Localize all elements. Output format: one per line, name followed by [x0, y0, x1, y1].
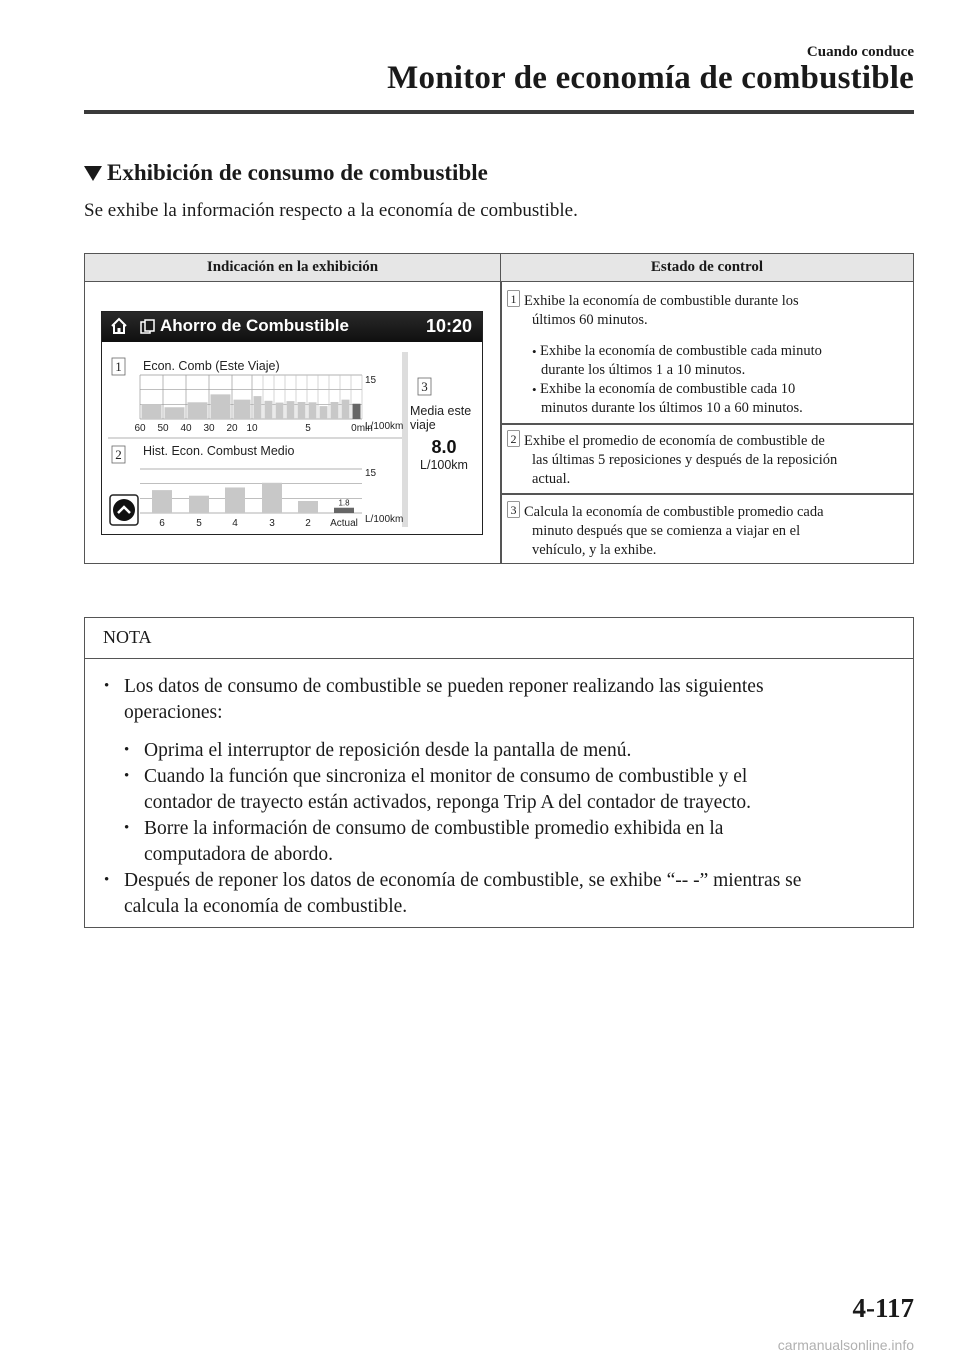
avg-value: 8.0	[431, 437, 457, 457]
note-sub-bullet: •	[124, 820, 130, 836]
avg-label-line2: viaje	[410, 418, 436, 432]
row3-line2: minuto después que se comienza a viajar en el	[532, 523, 801, 539]
chart1-bar	[265, 401, 273, 419]
chart1-bar	[298, 402, 306, 419]
callout-2-icon	[507, 430, 520, 447]
note-sub-2-line2: contador de trayecto están activados, reponga Trip A del contador de trayecto.	[144, 792, 752, 813]
row-divider	[502, 423, 913, 425]
chart1-bar	[309, 402, 317, 419]
chart1-unit: L/100km	[365, 421, 404, 432]
avg-unit: L/100km	[420, 458, 468, 472]
chart1-bar	[276, 403, 284, 419]
chart2-tick-label: 2	[305, 518, 311, 529]
chart1-bar	[254, 396, 262, 419]
chart1-bar	[331, 402, 339, 419]
chart1-label: Econ. Comb (Este Viaje)	[143, 359, 280, 373]
chart1-tick-label: 60	[134, 423, 146, 434]
callout-1-icon	[507, 290, 520, 307]
chart1-tick-label: 5	[305, 423, 311, 434]
chart1-bar	[211, 394, 231, 419]
chart1-tick-label: 0min	[351, 423, 373, 434]
table-row	[502, 430, 913, 489]
chart1-tick-label: 50	[157, 423, 169, 434]
chart2-bars	[152, 483, 354, 513]
chart1-bar	[165, 407, 185, 419]
note-bullet: •	[104, 678, 110, 694]
chart2-label: Hist. Econ. Combust Medio	[143, 444, 295, 458]
section-heading	[84, 160, 488, 186]
note-header	[85, 618, 913, 659]
row1-bullet2-line2: minutos durante los últimos 10 a 60 minutos.	[541, 400, 803, 416]
chart2-tick-label: Actual	[330, 518, 358, 529]
chart2-bar	[298, 501, 318, 513]
svg-text:3: 3	[421, 379, 428, 394]
svg-text:2: 2	[115, 447, 122, 462]
chart1-bar	[234, 400, 251, 419]
note-sub-bullet: •	[124, 768, 130, 784]
row3-line3: vehículo, y la exhibe.	[532, 542, 657, 558]
chart2-ymax: 15	[365, 468, 377, 479]
note-item-2-line2: calcula la economía de combustible.	[124, 896, 408, 917]
screen-callout-3	[418, 378, 431, 395]
chart2-bar	[152, 490, 172, 513]
chart2-current-value-label: 1.8	[338, 498, 350, 508]
screen-title: Ahorro de Combustible	[160, 316, 349, 335]
table-header-row	[85, 254, 913, 282]
chapter-title: Monitor de economía de combustible	[387, 60, 914, 96]
row1-bullet1-line1: • Exhibe la economía de combustible cada minuto	[502, 342, 913, 361]
chart2-tick-label: 3	[269, 518, 275, 529]
chart1-ticks	[134, 423, 372, 434]
chart2-bar	[262, 483, 282, 513]
svg-text:1: 1	[115, 359, 122, 374]
column-header-indication: Indicación en la exhibición	[206, 259, 379, 275]
note-sub-3-line2: computadora de abordo.	[144, 844, 333, 865]
row1-line2: últimos 60 minutos.	[532, 312, 648, 328]
note-sub-bullet: •	[124, 742, 130, 758]
chart2-tick-label: 5	[196, 518, 202, 529]
chart1-bar	[353, 404, 361, 419]
chart1-tick-label: 10	[246, 423, 258, 434]
chart1-bar	[342, 400, 350, 419]
note-sub-3-line1: Borre la información de consumo de combustible promedio exhibida en la	[144, 818, 724, 839]
note-sub-1-line1: Oprima el interruptor de reposición desde la pantalla de menú.	[144, 740, 632, 761]
chart1-ymax: 15	[365, 375, 377, 386]
table-row	[502, 290, 913, 418]
column-header-control: Estado de control	[500, 254, 913, 281]
running-head: Cuando conduce	[806, 44, 914, 60]
chart1-bar	[320, 406, 328, 419]
row2-line1: Exhibe el promedio de economía de combustible de	[524, 433, 825, 449]
avg-label-line1: Media este	[410, 404, 472, 418]
row-divider	[502, 493, 913, 495]
chart2-grid	[140, 469, 362, 513]
row1-line1: Exhibe la economía de combustible durante los	[524, 293, 799, 309]
chart2-tick-label: 6	[159, 518, 165, 529]
row3-line1: Calcula la economía de combustible promedio cada	[524, 504, 824, 520]
table-row	[502, 501, 913, 560]
navigate-up-icon[interactable]	[113, 499, 135, 521]
row2-line3: actual.	[532, 471, 571, 487]
watermark: carmanualsonline.info	[777, 1337, 914, 1353]
screen-clock: 10:20	[425, 316, 472, 336]
chart1-bar	[142, 404, 162, 419]
svg-text:2: 2	[510, 432, 517, 446]
screen-title-bar	[102, 312, 482, 342]
section-heading-text: Exhibición de consumo de combustible	[107, 160, 488, 185]
svg-text:1: 1	[510, 292, 517, 306]
chart2-bar	[334, 508, 354, 513]
note-item-1-line1: Los datos de consumo de combustible se pueden reponer realizando las siguientes	[124, 676, 764, 697]
navigate-up-button[interactable]	[110, 495, 138, 525]
chart1-bar	[188, 402, 208, 419]
screen-callout-2	[112, 446, 125, 463]
chart1-tick-label: 30	[203, 423, 215, 434]
note-item-1-line2: operaciones:	[124, 702, 223, 723]
chart2-bar	[225, 487, 245, 513]
note-box	[84, 617, 914, 928]
chart2-bar	[189, 496, 209, 513]
note-bullet: •	[104, 872, 110, 888]
document-icon	[140, 319, 156, 335]
chart2-ticks	[159, 518, 358, 529]
header-rule	[84, 110, 914, 114]
svg-text:3: 3	[510, 503, 517, 517]
screen-callout-1	[112, 358, 125, 375]
note-item-2-line1: Después de reponer los datos de economía de combustible, se exhibe “-- -” mientras se	[124, 870, 802, 891]
chart1-tick-label: 40	[180, 423, 192, 434]
triangle-marker-icon	[84, 166, 102, 181]
chart1-bars	[142, 394, 361, 419]
page-number: 4-117	[852, 1293, 914, 1323]
callout-3-icon	[507, 501, 520, 518]
row2-line2: las últimas 5 reposiciones y después de la reposición	[532, 452, 838, 468]
note-sub-2-line1: Cuando la función que sincroniza el monitor de consumo de combustible y el	[144, 766, 748, 787]
home-icon[interactable]	[110, 317, 128, 335]
chart2-unit: L/100km	[365, 514, 404, 525]
chart2-tick-label: 4	[232, 518, 238, 529]
intro-text: Se exhibe la información respecto a la economía de combustible.	[84, 200, 578, 221]
row1-bullet2-line1: • Exhibe la economía de combustible cada 10	[502, 380, 913, 399]
note-title: NOTA	[103, 627, 152, 647]
fuel-charts	[102, 342, 482, 534]
fuel-economy-screen	[101, 311, 483, 535]
chart1-tick-label: 20	[226, 423, 238, 434]
row1-bullet1-line2: durante los últimos 1 a 10 minutos.	[541, 362, 746, 378]
chart1-bar	[287, 401, 295, 419]
